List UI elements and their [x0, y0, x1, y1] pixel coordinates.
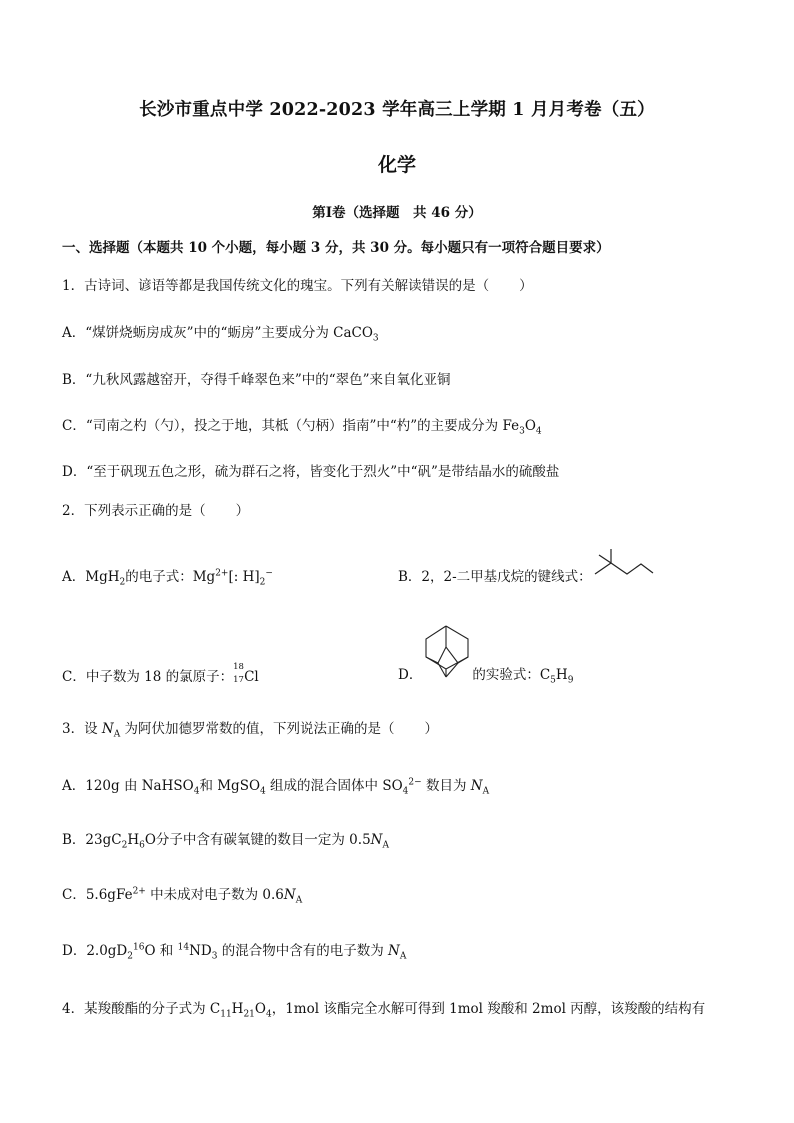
q3-option-d-text: D．2.0gD — [62, 943, 128, 959]
q3-option-d — [62, 942, 406, 960]
q2-option-a-sub: 2 — [119, 577, 126, 588]
q3-option-c — [62, 886, 302, 904]
dimethylpentane-skeletal-icon — [593, 546, 655, 580]
q3-option-d-n: N — [388, 943, 400, 959]
q1-option-a — [62, 324, 379, 342]
q3-option-a-ssup: 2− — [408, 777, 422, 788]
q3-option-c-rest: 中未成对电子数为 0.6 — [145, 887, 284, 903]
q3-option-a-text: A．120g 由 NaHSO — [62, 778, 194, 794]
q3-stem — [62, 720, 438, 738]
q2-option-a-formula: MgH — [85, 569, 120, 585]
q4-stem-text: 4．某羧酸酯的分子式为 C — [62, 1001, 221, 1017]
q3-option-a-ssub: 4 — [402, 786, 409, 797]
q3-option-a-sub2: 4 — [260, 786, 266, 797]
q3-option-c-n: N — [283, 887, 296, 903]
q1-option-c-sub2: 4 — [535, 426, 542, 437]
q1-option-c-sub1: 3 — [519, 426, 525, 437]
q4-rest: ，1mol 该酯完全水解可得到 1mol 羧酸和 2mol 丙醇，该羧酸的结构有 — [271, 1001, 706, 1017]
q2-option-c — [62, 662, 259, 686]
subject-title: 化学 — [377, 154, 416, 176]
q3-option-a — [62, 777, 489, 795]
q4-sub1: 11 — [220, 1009, 232, 1020]
q3-option-d-o: O 和 — [144, 943, 178, 959]
q1-stem — [62, 277, 533, 295]
q3-option-d-sup2: 14 — [177, 942, 190, 953]
q3-stem-n: N — [101, 721, 114, 737]
q3-option-c-nsub: A — [295, 895, 303, 906]
q4-h: H — [231, 1001, 244, 1017]
q3-option-d-rest: 的混合物中含有的电子数为 — [217, 943, 389, 959]
q2-option-a-bsup: − — [265, 568, 273, 579]
q1-option-a-text: A．“煤饼烧蛎房成灰”中的“蛎房”主要成分为 CaCO — [62, 325, 373, 341]
q2-option-c-nuclide — [233, 662, 244, 685]
q3-option-b-sub1: 2 — [121, 840, 128, 851]
q2-option-d-sub2: 9 — [567, 675, 574, 686]
q2-option-a-label: A． — [62, 569, 86, 585]
q2-stem-text: 2．下列表示正确的是（ — [62, 503, 206, 519]
q1-stem-close: ） — [519, 278, 533, 294]
adamantane-structure-icon — [420, 623, 474, 681]
q3-option-b-text: B．23gC — [62, 832, 122, 848]
q4-sub3: 4 — [265, 1009, 272, 1020]
q2-stem — [62, 502, 249, 520]
q1-option-a-sub: 3 — [372, 333, 379, 344]
q1-option-c-text: C．“司南之杓（勺），投之于地，其柢（勺柄）指南”中“杓”的主要成分为 Fe — [62, 418, 520, 434]
q1-option-b: B．“九秋风露越窑开，夺得千峰翠色来”中的“翠色”来自氧化亚铜 — [62, 372, 451, 388]
q2-option-b: B．2，2-二甲基戊烷的键线式： — [398, 569, 592, 585]
q2-option-d-h: H — [555, 667, 568, 683]
q3-option-a-mid2: 组成的混合固体中 SO — [265, 778, 403, 794]
q1-option-d: D．“至于矾现五色之形，硫为群石之将，皆变化于烈火”中“矾”是带结晶水的硫酸盐 — [62, 464, 560, 480]
q3-option-a-mid: 和 MgSO — [199, 778, 261, 794]
q3-option-b-n: N — [370, 832, 383, 848]
q2-option-d-sub1: 5 — [550, 675, 556, 686]
q3-option-c-text: C．5.6gFe — [62, 887, 133, 903]
q3-option-a-end: 数目为 — [421, 778, 471, 794]
q2-stem-close: ） — [235, 503, 250, 519]
q4-sub2: 21 — [243, 1009, 255, 1020]
q2-option-d-text: 的实验式：C — [472, 667, 551, 683]
q2-option-a-bracket: [: H] — [228, 569, 260, 585]
q3-option-b — [62, 831, 389, 849]
q2-option-a — [62, 568, 273, 586]
q2-option-a-bsub: 2 — [259, 577, 266, 588]
q2-option-a-mg: Mg — [192, 569, 216, 585]
q3-option-d-sub2: 3 — [211, 951, 218, 962]
q3-option-b-nsub: A — [382, 840, 389, 851]
q3-option-a-n: N — [470, 778, 483, 794]
q4-stem — [62, 1000, 705, 1018]
q3-option-b-h: H — [127, 832, 140, 848]
q2-option-c-z: 17 — [233, 675, 244, 685]
q2-option-a-text: 的电子式： — [125, 569, 193, 585]
q3-option-b-sub2: 6 — [139, 840, 145, 851]
q3-option-c-sup: 2+ — [132, 886, 146, 897]
q3-option-d-nd: ND — [189, 943, 212, 959]
q3-option-a-nsub: A — [482, 786, 490, 797]
q3-option-b-rest: O分子中含有碳氧键的数目一定为 0.5 — [144, 832, 371, 848]
q3-option-d-sup1: 16 — [133, 942, 145, 953]
q2-option-c-mass: 18 — [233, 662, 244, 672]
q1-option-c — [62, 417, 542, 435]
q2-option-a-sup: 2+ — [215, 568, 229, 579]
q3-option-a-sub1: 4 — [193, 786, 200, 797]
volume-title: 第Ⅰ卷（选择题 共 46 分） — [312, 205, 482, 221]
q4-o: O — [254, 1001, 266, 1017]
q2-option-c-element: Cl — [244, 669, 259, 685]
q2-option-d-label: D． — [398, 667, 423, 683]
q3-option-d-sub1: 2 — [127, 951, 133, 962]
q3-stem-text2: 为阿伏加德罗常数的值，下列说法正确的是（ — [120, 721, 395, 737]
section-heading: 一、选择题（本题共 10 个小题，每小题 3 分，共 30 分。每小题只有一项符合题目要求） — [62, 240, 610, 256]
q1-stem-text: 1．古诗词、谚语等都是我国传统文化的瑰宝。下列有关解读错误的是（ — [62, 278, 490, 294]
q3-stem-close: ） — [424, 721, 438, 737]
q3-stem-text: 3．设 — [62, 721, 102, 737]
q3-option-d-nsub: A — [399, 951, 407, 962]
q2-option-c-text: C．中子数为 18 的氯原子： — [62, 669, 234, 685]
q3-stem-nsub: A — [113, 729, 121, 740]
exam-title: 长沙市重点中学 2022-2023 学年高三上学期 1 月月考卷（五） — [139, 100, 655, 120]
q1-option-c-o: O — [524, 418, 536, 434]
